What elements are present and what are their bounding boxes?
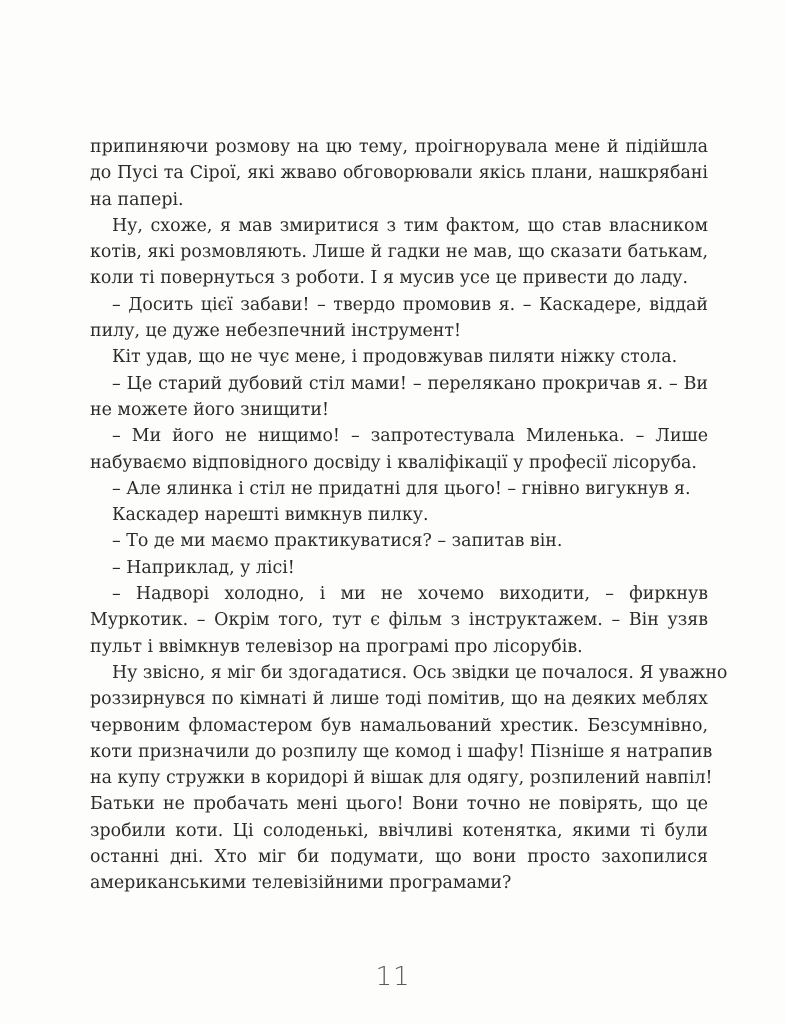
text-line: останні дні. Хто міг би подумати, що вони просто захопилися [90, 847, 708, 868]
text-line: пульт і ввімкнув телевізор на програмі про лісорубів. [90, 636, 583, 657]
text-line: до Пусі та Сірої, які жваво обговорювали якісь плани, нашкрябані [90, 163, 708, 184]
text-line: Каскадер нарешті вимкнув пилку. [112, 505, 429, 526]
text-line: на папері. [90, 189, 184, 210]
text-line: червоним фломастером був намальований хрестик. Безсумнівно, [90, 715, 708, 736]
text-line: – То де ми маємо практикуватися? – запитав він. [112, 531, 563, 552]
text-line: Батьки не пробачать мені цього! Вони точно не повірять, що це [90, 794, 708, 815]
text-line: – Досить цієї забави! – твердо промовив я. – Каскадере, віддай [112, 294, 708, 315]
text-line: котів, які розмовляють. Лише й гадки не мав, що сказати батькам, [90, 242, 708, 263]
text-line: Ну звісно, я міг би здогадатися. Ось звідки це почалося. Я уважно [112, 662, 728, 683]
text-line: – Ми його не нищимо! – запротестувала Миленька. – Лише [112, 426, 708, 447]
text-line: роззирнувся по кімнаті й лише тоді помітив, що на деяких меблях [90, 689, 708, 710]
text-line: пилу, це дуже небезпечний інструмент! [90, 321, 461, 342]
text-line: Муркотик. – Окрім того, тут є фільм з інструктажем. – Він узяв [90, 610, 708, 631]
text-line: Ну, схоже, я мав змиритися з тим фактом, що став власником [112, 215, 708, 236]
text-line: припиняючи розмову на цю тему, проігнорувала мене й підійшла [90, 137, 708, 157]
text-line: набуваємо відповідного досвіду і кваліфікації у професії лісоруба. [90, 452, 697, 473]
text-line: Кіт удав, що не чує мене, і продовжував пиляти ніжку стола. [112, 347, 678, 368]
text-line: коти призначили до розпилу ще комод і шафу! Пізніше я натрапив [90, 741, 713, 762]
text-line: зробили коти. Ці солоденькі, ввічливі котенятка, якими ті були [90, 820, 708, 841]
text-line: – Наприклад, у лісі! [112, 557, 295, 578]
text-line: не можете його знищити! [90, 399, 329, 420]
text-line: американськими телевізійними програмами? [90, 873, 512, 894]
page-number: 11 [375, 962, 411, 992]
text-line: – Це старий дубовий стіл мами! – перелякано прокричав я. – Ви [112, 373, 708, 394]
text-line: коли ті повернуться з роботи. І я мусив усе це привести до ладу. [90, 268, 689, 289]
text-line: на купу стружки в коридорі й вішак для одягу, розпилений навпіл! [90, 768, 713, 789]
text-line: – Надворі холодно, і ми не хочемо виходити, – фиркнув [112, 584, 708, 605]
text-line: – Але ялинка і стіл не придатні для цього! – гнівно вигукнув я. [112, 478, 691, 499]
body-text [90, 134, 728, 897]
